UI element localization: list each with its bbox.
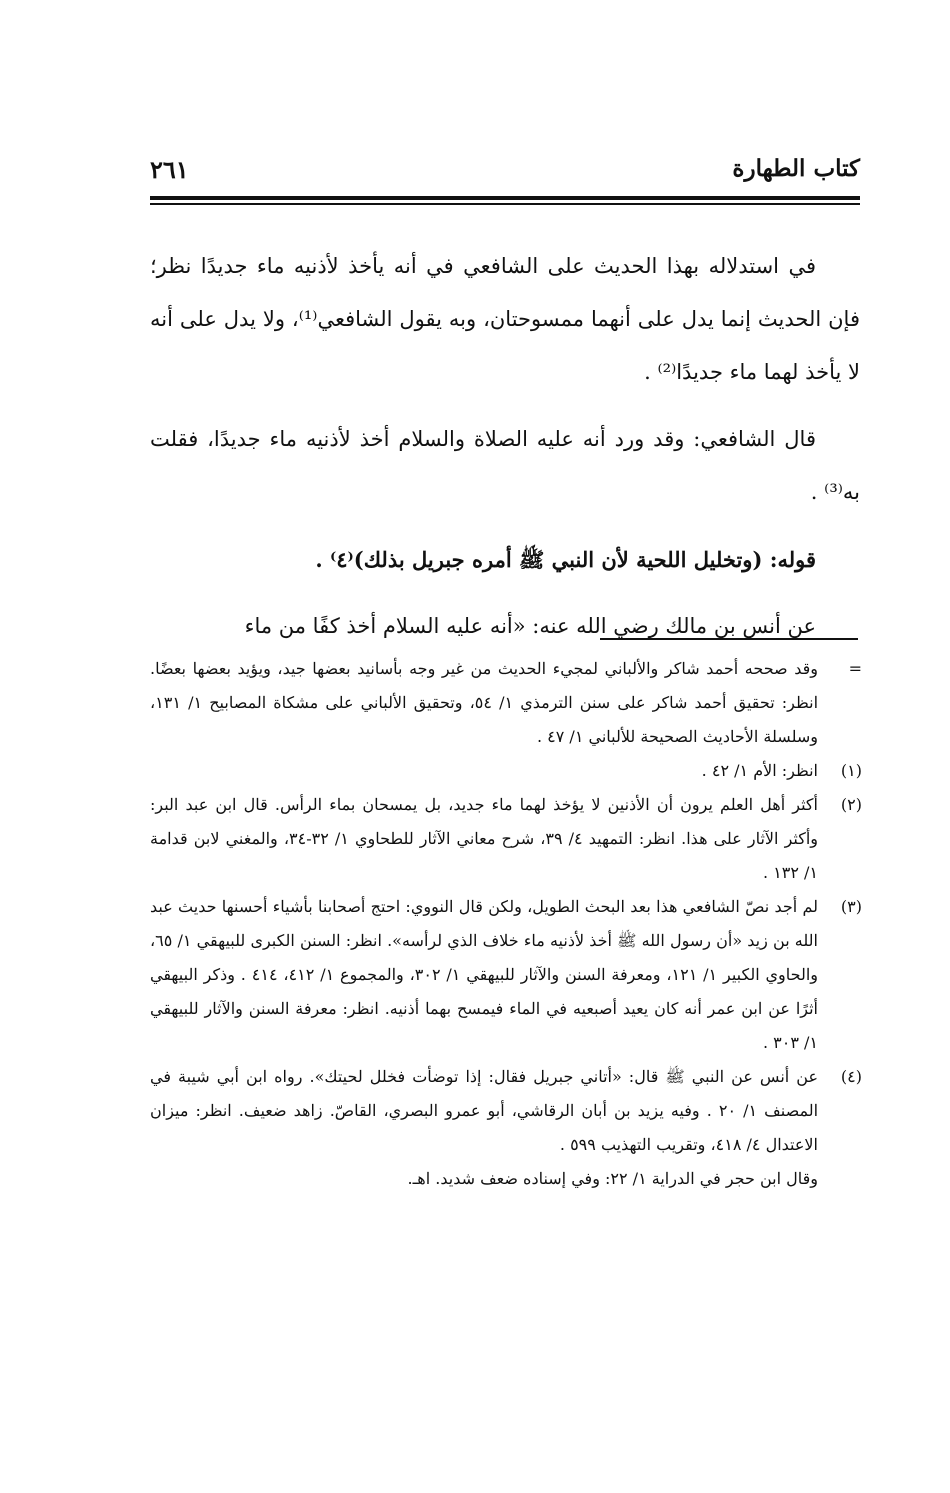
footnote-4-extra: وقال ابن حجر في الدراية ١/ ٢٢: وفي إسناده ضعف شديد. اهـ.	[407, 1169, 818, 1188]
page-header	[150, 155, 860, 195]
footnote-2	[150, 788, 862, 890]
continuation-marker: =	[848, 659, 862, 678]
footnote-number: (٣)	[840, 897, 862, 916]
main-text	[150, 240, 860, 667]
footnote-text: عن أنس عن النبي ﷺ قال: «أتاني جبريل فقال: إذا توضأت فخلل لحيتك». رواه ابن أبي شيبة في المصنف ١/ ٢٠ . وفيه يزيد بن أبان الرقاشي، أبو عمرو البصري، القاصّ. زاهد ضعيف. انظر: ميزان الاعتدال ٤/ ٤١٨، وتقريب التهذيب ٥٩٩ .	[150, 1067, 819, 1154]
footnote-number: (٤)	[840, 1067, 862, 1086]
footnotes	[150, 652, 862, 1196]
footnote-1	[150, 754, 862, 788]
footnote-text: لم أجد نصّ الشافعي هذا بعد البحث الطويل، ولكن قال النووي: احتج أصحابنا بأشياء أحسنها حديث عبد الله بن زيد «أن رسول الله ﷺ أخذ لأذنيه ماء خلاف الذي لرأسه». انظر: السنن الكبرى للبيهقي ١/ ٦٥، والحاوي الكبير ١/ ١٢١، ومعرفة السنن والآثار للبيهقي ١/ ٣٠٢، والمجموع ١/ ٤١٢، ٤١٤ . وذكر البيهقي أثرًا عن ابن عمر أنه كان يعيد أصبعيه في الماء فيمسح بهما أذنيه. انظر: معرفة السنن والآثار للبيهقي ١/ ٣٠٣ .	[150, 897, 818, 1052]
book-title: كتاب الطهارة	[732, 155, 860, 182]
footnote-4	[150, 1060, 862, 1162]
paragraph-3-quote: قوله: (وتخليل اللحية لأن النبي ﷺ أمره جبريل بذلك)⁽٤⁾ .	[315, 547, 816, 572]
page-number: ٢٦١	[150, 155, 189, 184]
footnote-text: أكثر أهل العلم يرون أن الأذنين لا يؤخذ لهما ماء جديد، بل يمسحان بماء الرأس. قال ابن عبد البر: وأكثر الآثار على هذا. انظر: التمهيد ٤/ ٣٩، شرح معاني الآثار للطحاوي ١/ ٣٢-٣٤، والمغني لابن قدامة ١/ ١٣٢ .	[150, 795, 819, 882]
footnote-number: (١)	[840, 761, 862, 780]
paragraph-1: في استدلاله بهذا الحديث على الشافعي في أنه يأخذ لأذنيه ماء جديدًا نظر؛ فإن الحديث إنما يدل على أنهما ممسوحتان، وبه يقول الشافعي⁽¹⁾، ولا يدل على أنه لا يأخذ لهما ماء جديدًا⁽²⁾ .	[150, 254, 860, 384]
paragraph-2: قال الشافعي: وقد ورد أنه عليه الصلاة والسلام أخذ لأذنيه ماء جديدًا، فقلت به⁽³⁾ .	[150, 427, 860, 504]
footnote-separator	[600, 638, 858, 640]
footnote-number: (٢)	[840, 795, 862, 814]
footnote-3	[150, 890, 862, 1060]
footnote-text: انظر: الأم ١/ ٤٢ .	[701, 761, 818, 780]
footnote-text: وقد صححه أحمد شاكر والألباني لمجيء الحديث من غير وجه بأسانيد بعضها جيد، ويؤيد بعضها بعضًا. انظر: تحقيق أحمد شاكر على سنن الترمذي ١/ ٥٤، وتحقيق الألباني على مشكاة المصابيح ١/ ١٣١، وسلسلة الأحاديث الصحيحة للألباني ١/ ٤٧ .	[150, 659, 819, 746]
footnote-continuation	[150, 652, 862, 754]
paragraph-4: عن أنس بن مالك رضي الله عنه: «أنه عليه السلام أخذ كفًا من ماء	[244, 614, 816, 638]
header-rule-thin	[150, 203, 860, 205]
header-rule-thick	[150, 196, 860, 200]
